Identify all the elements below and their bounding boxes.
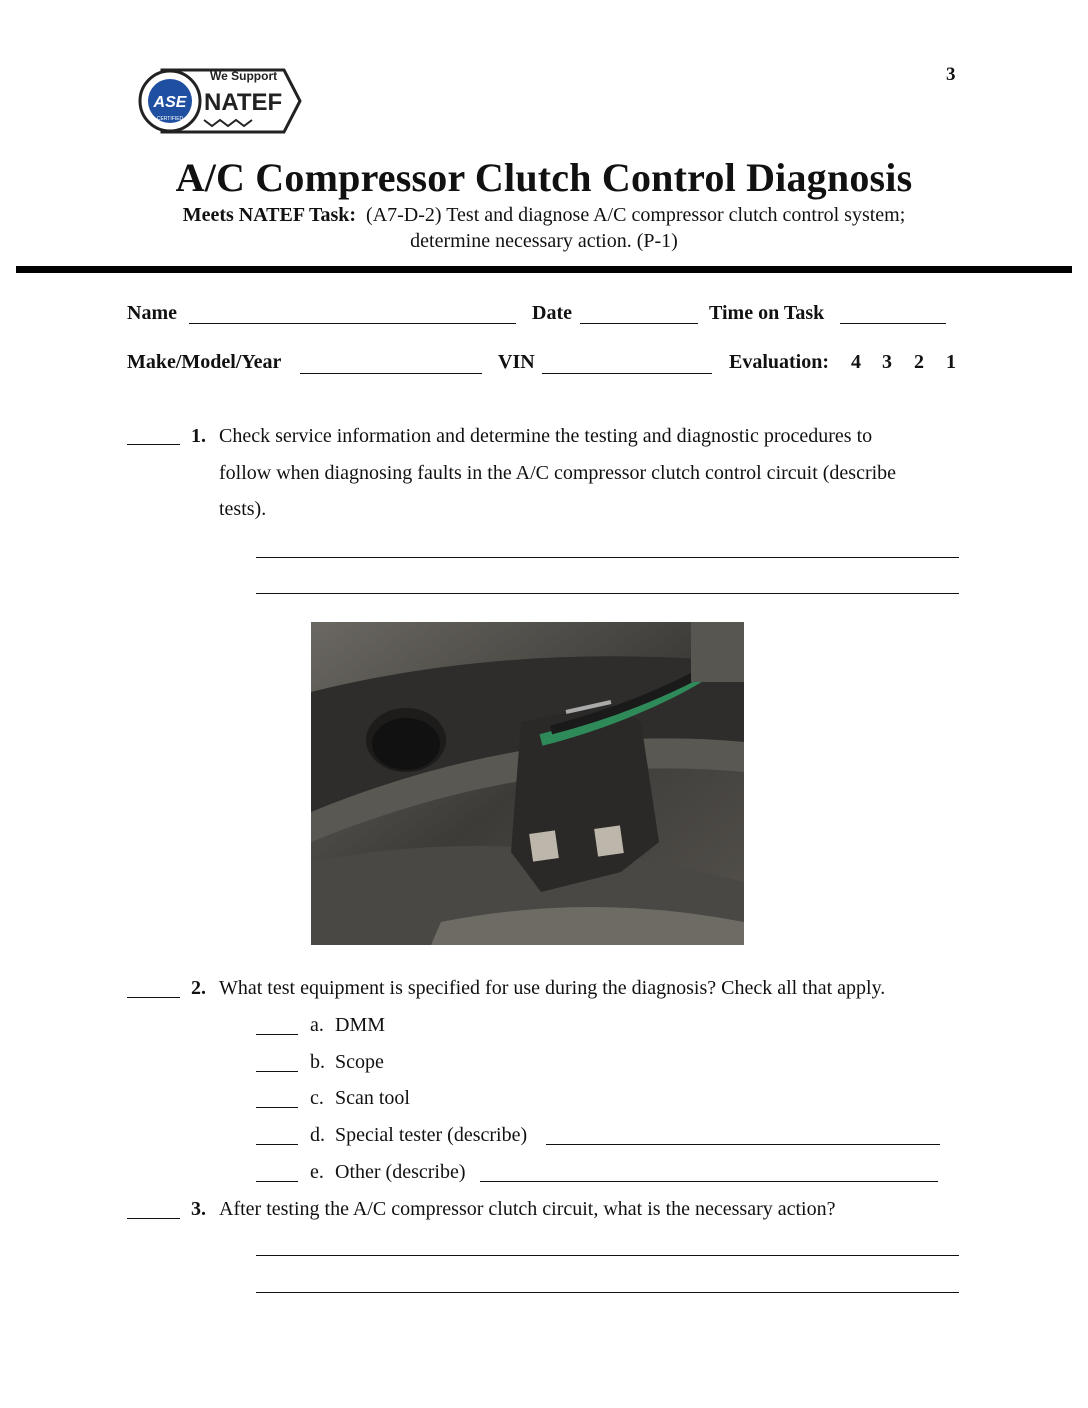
header-rule xyxy=(16,266,1072,273)
option-e-label: Other (describe) xyxy=(335,1161,466,1183)
score-3[interactable]: 3 xyxy=(882,351,892,373)
make-model-year-field[interactable] xyxy=(300,373,482,374)
task-label: Meets NATEF Task: xyxy=(182,204,357,226)
option-b-blank[interactable] xyxy=(256,1071,298,1072)
score-1[interactable]: 1 xyxy=(946,351,956,373)
q1-answer-line-1[interactable] xyxy=(256,557,959,558)
make-model-year-label: Make/Model/Year xyxy=(127,351,282,373)
q1-text-line-2: follow when diagnosing faults in the A/C compressor clutch control circuit (describe xyxy=(219,462,897,484)
option-d-label: Special tester (describe) xyxy=(335,1124,528,1146)
q3-answer-line-2[interactable] xyxy=(256,1292,959,1293)
option-d-letter: d. xyxy=(310,1124,325,1146)
option-c-blank[interactable] xyxy=(256,1107,298,1108)
option-a-blank[interactable] xyxy=(256,1034,298,1035)
evaluation-label: Evaluation: xyxy=(729,351,830,373)
vin-field[interactable] xyxy=(542,373,712,374)
score-2[interactable]: 2 xyxy=(914,351,924,373)
time-on-task-label: Time on Task xyxy=(709,302,825,324)
option-c-letter: c. xyxy=(310,1087,324,1109)
option-a-letter: a. xyxy=(310,1014,324,1036)
task-line-2: determine necessary action. (P-1) xyxy=(410,230,678,252)
option-d-blank[interactable] xyxy=(256,1144,298,1145)
logo-badge-sub: CERTIFIED xyxy=(156,116,184,122)
option-c-label: Scan tool xyxy=(335,1087,410,1109)
logo-badge: ASE xyxy=(153,94,187,111)
page-title: A/C Compressor Clutch Control Diagnosis xyxy=(175,155,913,200)
q1-check-blank[interactable] xyxy=(127,444,180,445)
option-b-label: Scope xyxy=(335,1051,384,1073)
task-line-1 xyxy=(0,204,1088,227)
task-text-1: (A7-D-2) Test and diagnose A/C compressor clutch control system; xyxy=(366,204,906,226)
q3-text: After testing the A/C compressor clutch circuit, what is the necessary action? xyxy=(219,1198,836,1220)
vin-label: VIN xyxy=(498,351,535,373)
time-on-task-field[interactable] xyxy=(840,323,946,324)
logo-brand: NATEF xyxy=(204,89,283,116)
q1-answer-line-2[interactable] xyxy=(256,593,959,594)
ase-natef-logo xyxy=(134,62,304,140)
page-number: 3 xyxy=(946,64,956,85)
compressor-connector-photo xyxy=(311,622,744,945)
name-field[interactable] xyxy=(189,323,516,324)
logo-tagline: We Support xyxy=(210,69,278,83)
option-e-describe-field[interactable] xyxy=(480,1181,938,1182)
option-e-blank[interactable] xyxy=(256,1181,298,1182)
date-label: Date xyxy=(532,302,572,324)
name-label: Name xyxy=(127,302,177,324)
q2-number: 2. xyxy=(191,977,206,999)
option-b-letter: b. xyxy=(310,1051,325,1073)
q2-check-blank[interactable] xyxy=(127,997,180,998)
q3-answer-line-1[interactable] xyxy=(256,1255,959,1256)
q1-number: 1. xyxy=(191,425,206,447)
q1-text-line-3: tests). xyxy=(219,498,267,520)
option-d-describe-field[interactable] xyxy=(546,1144,940,1145)
q2-text: What test equipment is specified for use during the diagnosis? Check all that apply. xyxy=(219,977,886,999)
option-a-label: DMM xyxy=(335,1014,386,1036)
q1-text-line-1: Check service information and determine the testing and diagnostic procedures to xyxy=(219,425,873,447)
q3-check-blank[interactable] xyxy=(127,1218,180,1219)
option-e-letter: e. xyxy=(310,1161,324,1183)
date-field[interactable] xyxy=(580,323,698,324)
q3-number: 3. xyxy=(191,1198,206,1220)
score-4[interactable]: 4 xyxy=(851,351,861,373)
